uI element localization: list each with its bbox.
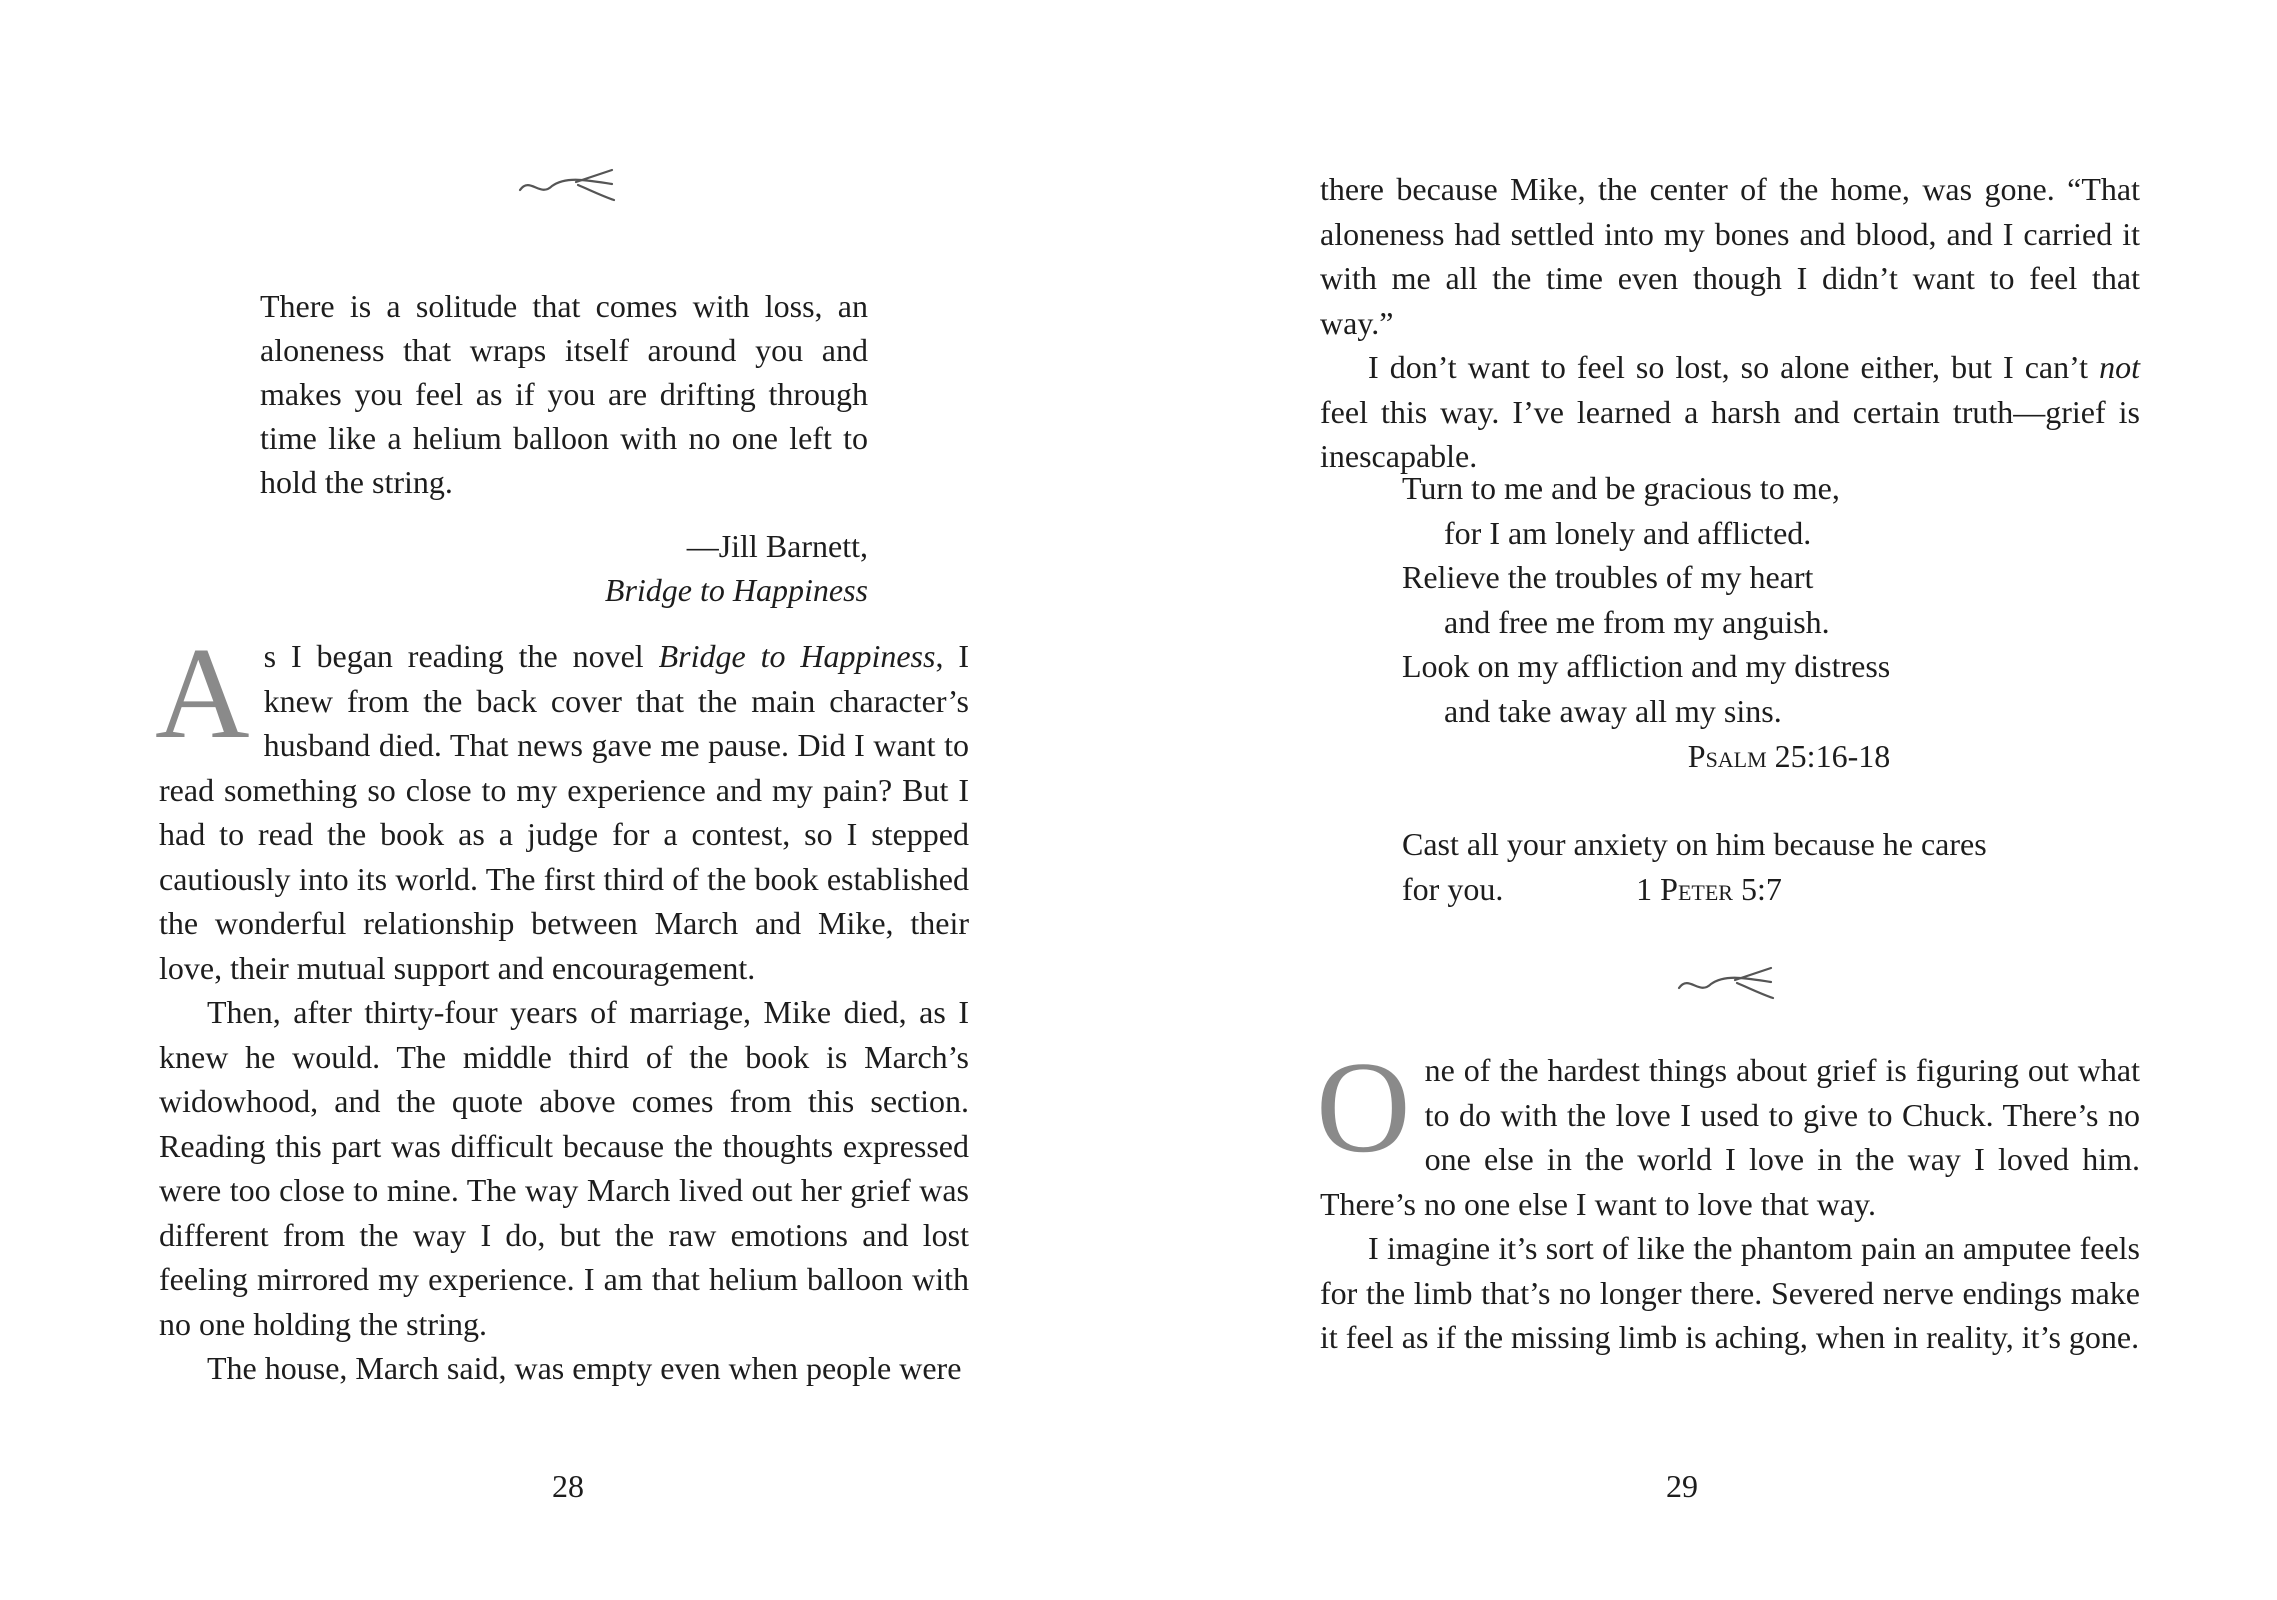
- left-body: [155, 621, 970, 1391]
- paragraph-text: s I began reading the novel: [263, 638, 659, 674]
- epigraph-source: Bridge to Happiness: [604, 572, 868, 608]
- flourish-ornament-icon: [1675, 966, 1775, 1002]
- right-page: [1139, 0, 2277, 1600]
- verse-line: Look on my affliction and my distress: [1402, 648, 1891, 684]
- paragraph: I imagine it’s sort of like the phantom pain an amputee feels for the limb that’s no longer there. Severed nerve endings make it feel as if the missing limb is aching, when in reality, it’s gone.: [1320, 1230, 2140, 1355]
- paragraph: [155, 621, 970, 990]
- right-body-top: [1320, 167, 2140, 479]
- paragraph-text: , I knew from the back cover that the main character’s husband died. That news gave me pause. Did I want to read something so close to my experience and my pain? But I had to read the book as a judge for a contest, so I stepped cautiously into its world. The first third of the book established the wonderful relationship between March and Mike, their love, their mutual support and encouragement.: [159, 638, 970, 986]
- verse-line: for I am lonely and afflicted.: [1444, 514, 1812, 551]
- right-body-bottom: [1316, 1035, 2140, 1360]
- paragraph: there because Mike, the center of the home, was gone. “That aloneness had settled into my bones and blood, and I carried it with me all the time even though I didn’t want to feel that way.”: [1320, 171, 2140, 341]
- scripture-reference: Psalm 25:16-18: [1687, 738, 1891, 774]
- verse-line: and free me from my anguish.: [1444, 603, 1830, 640]
- verse-line: Relieve the troubles of my heart: [1402, 559, 1814, 595]
- page-number: 29: [1666, 1468, 1698, 1504]
- verse-line: and take away all my sins.: [1444, 692, 1782, 729]
- paragraph: [1316, 1035, 2140, 1226]
- scripture-reference: 1 Peter 5:7: [1636, 871, 1782, 907]
- epigraph-author: —Jill Barnett,: [686, 528, 868, 564]
- page-number: 28: [552, 1468, 584, 1504]
- left-page: [0, 0, 1138, 1600]
- flourish-ornament-icon: [516, 168, 616, 204]
- paragraph-text: ne of the hardest things about grief is figuring out what to do with the love I used to give to Chuck. There’s no one else in the world I love in the way I loved him. There’s no one else I want to love that way.: [1320, 1052, 2140, 1222]
- drop-cap: A: [155, 621, 250, 766]
- book-title: Bridge to Happiness: [658, 638, 936, 674]
- paragraph: Then, after thirty-four years of marriage, Mike died, as I knew he would. The middle third of the book is March’s widowhood, and the quote above comes from this section. Reading this part was difficult because the thoughts expressed were too close to mine. The way March lived out her grief was different from the way I do, but the raw emotions and lost feeling mirrored my experience. I am that helium balloon with no one holding the string.: [159, 994, 969, 1342]
- drop-cap: O: [1316, 1035, 1411, 1180]
- paragraph: [1320, 345, 2140, 479]
- epigraph-quote: There is a solitude that comes with loss, an aloneness that wraps itself around you and makes you feel as if you are drifting through time like a helium balloon with no one left to hold the string.: [260, 288, 868, 500]
- verse-line: Cast all your anxiety on him because he cares for you.: [1402, 826, 1987, 907]
- emphasis: not: [2099, 349, 2140, 385]
- paragraph-text: I don’t want to feel so lost, so alone either, but I can’t: [1368, 349, 2100, 385]
- paragraph: The house, March said, was empty even when people were: [207, 1350, 962, 1386]
- paragraph-text: feel this way. I’ve learned a harsh and certain truth—grief is inescapable.: [1320, 393, 2140, 474]
- verse-line: Turn to me and be gracious to me,: [1402, 470, 1840, 506]
- scripture-psalm: [1402, 466, 2022, 733]
